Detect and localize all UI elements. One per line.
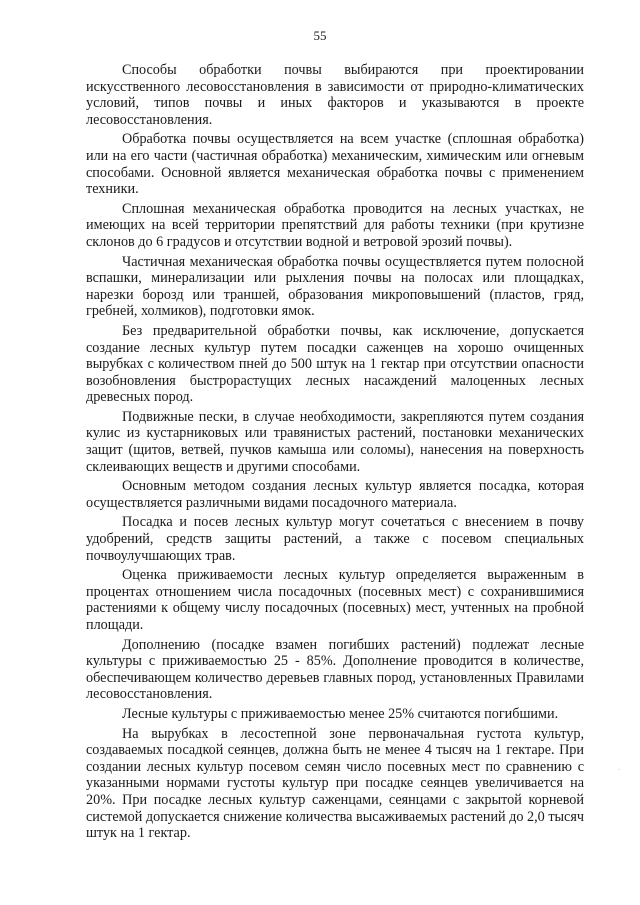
- paragraph-moving-sands: Подвижные пески, в случае необходимости, закрепляются путем создания кулис из кустарниковых или травянистых растений, постановки механических защит (щитов, ветвей, пучков камыша или соломы), нанесения на поверхность склеивающих веществ и другими способами.: [86, 408, 584, 475]
- body-text: [86, 62, 584, 845]
- paragraph-continuous-treatment: Сплошная механическая обработка проводится на лесных участках, не имеющих на всей территории препятствий для работы техники (при крутизне склонов до 6 градусов и отсутствии водной и ветровой эрозий почвы).: [86, 200, 584, 250]
- page-number: 55: [313, 28, 327, 43]
- paragraph-soil-methods: Способы обработки почвы выбираются при проектировании искусственного лесовосстановления в зависимости от природно-климатических условий, типов почвы и иных факторов и указываются в проекте лесовосстановления.: [86, 62, 584, 128]
- paragraph-partial-treatment: Частичная механическая обработка почвы осуществляется путем полосной вспашки, минерализации или рыхления почвы на полосах или площадках, нарезки борозд или траншей, образования микроповышений (пластов, гряд, гребней, холмиков), подготовки ямок.: [86, 253, 584, 320]
- paragraph-no-treatment: Без предварительной обработки почвы, как исключение, допускается создание лесных культур путем посадки саженцев на хорошо очищенных вырубках с количеством пней до 500 штук на 1 гектар при отсутствии опасности возобновления быстрорастущих лесных насаждений малоценных лесных древесных пород.: [86, 322, 584, 406]
- paragraph-main-method: Основным методом создания лесных культур является посадка, которая осуществляется различными видами посадочного материала.: [86, 478, 584, 511]
- paragraph-survival-assessment: Оценка приживаемости лесных культур определяется выраженным в процентах отношением числа посадочных (посевных мест) с сохранившимися растениями к общему числу посадочных (посевных) мест, учтенных на пробной площади.: [86, 567, 584, 633]
- paragraph-supplementation: Дополнению (посадке взамен погибших растений) подлежат лесные культуры с приживаемостью 25 - 85%. Дополнение проводится в количестве, обеспечивающем количество деревьев главных пород, установленных Правилами лесовосстановления.: [86, 636, 584, 703]
- paragraph-planting-density: На вырубках в лесостепной зоне первоначальная густота культур, создаваемых посадкой сеянцев, должна быть не менее 4 тысяч на 1 гектаре. При создании лесных культур посевом семян число посевных мест по сравнению с указанными нормами густоты культур при посадке сеянцев увеличивается на 20%. При посадке лесных культур саженцами, сеянцами с закрытой корневой системой допускается снижение количества высаживаемых растений до 2,0 тысяч штук на 1 гектар.: [86, 725, 585, 842]
- paragraph-fertilizers: Посадка и посев лесных культур могут сочетаться с внесением в почву удобрений, средств защиты растений, а также с посевом специальных почвоулучшающих трав.: [86, 514, 584, 564]
- paragraph-soil-treatment: Обработка почвы осуществляется на всем участке (сплошная обработка) или на его части (частичная обработка) механическим, химическим или огневым способами. Основной является механическая обработка почвы с применением техники.: [86, 131, 584, 198]
- margin-mark: ·: [618, 766, 621, 774]
- paragraph-dead-cultures: Лесные культуры с приживаемостью менее 25% считаются погибшими.: [122, 705, 559, 722]
